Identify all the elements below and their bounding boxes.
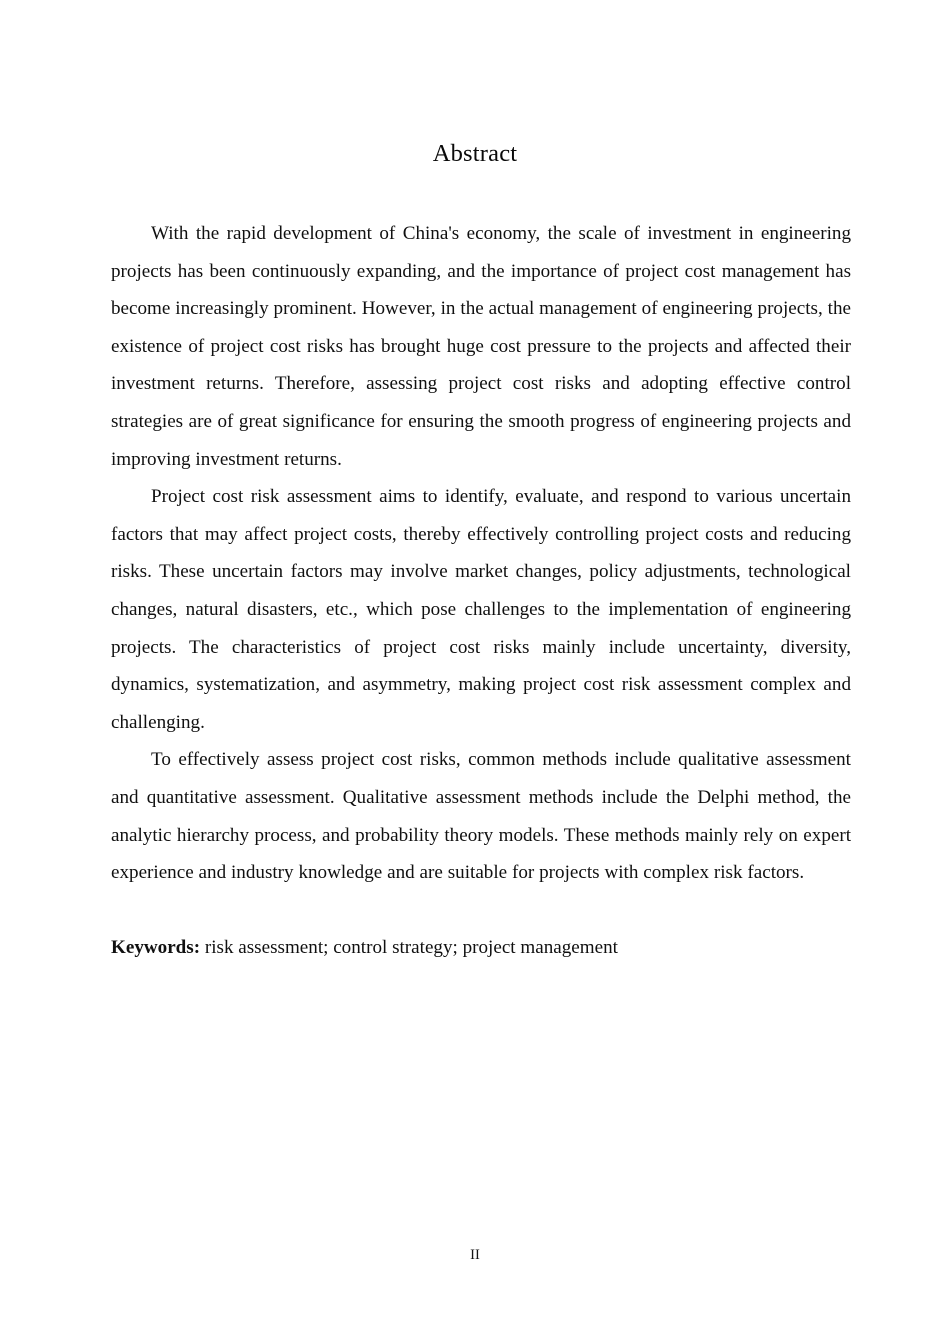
abstract-paragraph-2: Project cost risk assessment aims to identify, evaluate, and respond to various uncertain factors that may affect project costs, thereby effectively controlling project costs and reducing risks. These uncertain factors may involve market changes, policy adjustments, technological changes, natural disasters, etc., which pose challenges to the implementation of engineering projects. The characteristics of project cost risks mainly include uncertainty, diversity, dynamics, systematization, and asymmetry, making project cost risk assessment complex and challenging. xyxy=(111,486,851,733)
abstract-body xyxy=(111,215,851,967)
abstract-paragraph-3: To effectively assess project cost risks, common methods include qualitative assessment and quantitative assessment. Qualitative assessment methods include the Delphi method, the analytic hierarchy process, and probability theory models. These methods mainly rely on expert experience and industry knowledge and are suitable for projects with complex risk factors. xyxy=(111,749,851,884)
abstract-paragraph-1: With the rapid development of China's economy, the scale of investment in engineering projects has been continuously expanding, and the importance of project cost management has become increasingly prominent. However, in the actual management of engineering projects, the existence of project cost risks has brought huge cost pressure to the projects and affected their investment returns. Therefore, assessing project cost risks and adopting effective control strategies are of great significance for ensuring the smooth progress of engineering projects and improving investment returns. xyxy=(111,223,851,470)
page-number: II xyxy=(470,1247,480,1263)
keywords-label: Keywords: xyxy=(111,937,201,959)
keywords-value: risk assessment; control strategy; project management xyxy=(200,937,618,959)
keywords-line xyxy=(111,929,851,967)
page-title: Abstract xyxy=(432,140,518,168)
